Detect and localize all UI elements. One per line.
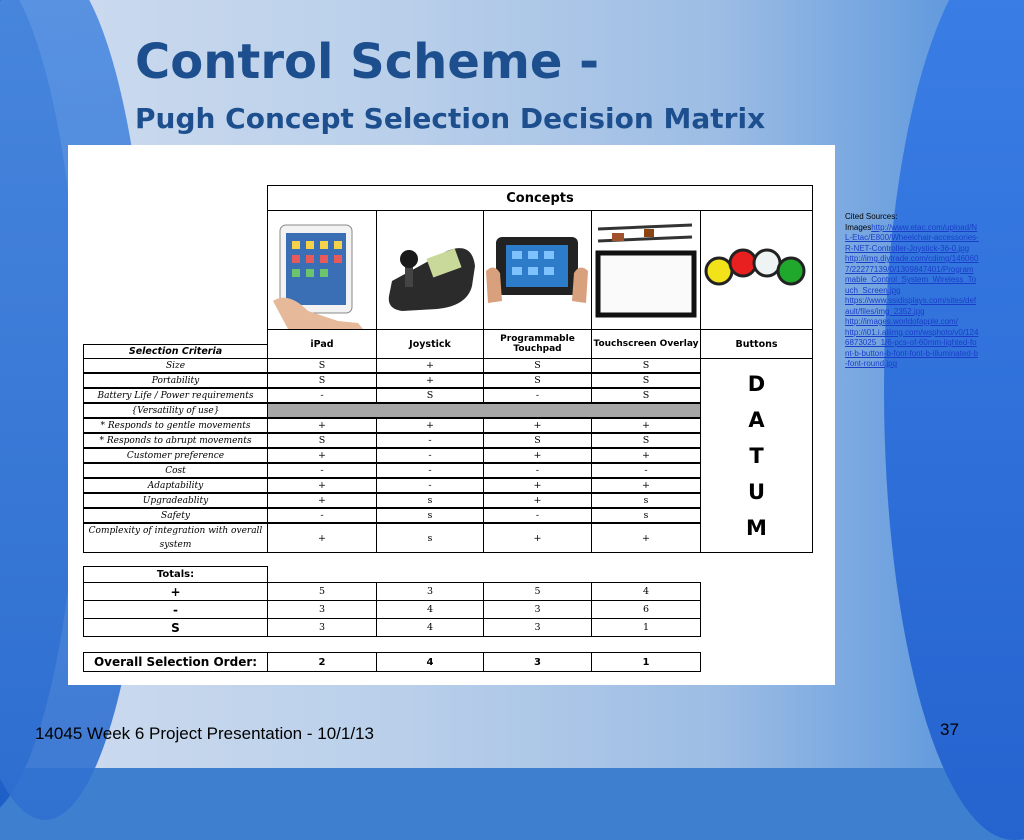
criterion-label: * Responds to abrupt movements bbox=[83, 433, 268, 448]
criterion-label: Upgradeablity bbox=[83, 493, 268, 508]
criterion-label: Adaptability bbox=[83, 478, 268, 493]
concept-header-joystick: Joystick bbox=[376, 329, 484, 359]
matrix-cell: + bbox=[483, 523, 592, 553]
matrix-cell: - bbox=[376, 478, 484, 493]
totals-cell: 4 bbox=[376, 600, 484, 619]
matrix-cell: - bbox=[376, 463, 484, 478]
totals-cell: 5 bbox=[483, 582, 592, 601]
matrix-cell: S bbox=[591, 433, 701, 448]
concept-header-touchpad: Programmable Touchpad bbox=[483, 329, 592, 359]
datum-cell bbox=[700, 358, 813, 553]
concepts-header: Concepts bbox=[267, 185, 813, 211]
matrix-cell: + bbox=[483, 478, 592, 493]
totals-label: + bbox=[83, 582, 268, 601]
matrix-cell: + bbox=[376, 418, 484, 433]
matrix-cell: + bbox=[483, 448, 592, 463]
cited-source-link[interactable]: http://i01.i.aliimg.com/wsphoto/v0/1246873025_1/6-pcs-of-60mm-lighted-font-b-button-b-font-font-b-illuminated-b-font-round.jpg bbox=[845, 327, 979, 368]
matrix-cell: S bbox=[483, 373, 592, 388]
selection-order-cell: 2 bbox=[267, 652, 377, 672]
matrix-cell: S bbox=[591, 358, 701, 373]
matrix-cell: s bbox=[591, 508, 701, 523]
matrix-cell: + bbox=[267, 478, 377, 493]
matrix-cell: + bbox=[591, 523, 701, 553]
matrix-cell: - bbox=[591, 463, 701, 478]
buttons-image-cell bbox=[700, 210, 813, 330]
images-label: Images bbox=[845, 222, 872, 232]
gray-row bbox=[267, 403, 701, 418]
slide-subtitle: Pugh Concept Selection Decision Matrix bbox=[135, 102, 766, 135]
totals-cell: 3 bbox=[267, 600, 377, 619]
totals-cell: 3 bbox=[483, 618, 592, 637]
ipad-icon bbox=[268, 211, 376, 329]
criterion-label: Cost bbox=[83, 463, 268, 478]
criterion-label: Size bbox=[83, 358, 268, 373]
datum-letter: D bbox=[747, 371, 766, 396]
matrix-cell: S bbox=[267, 358, 377, 373]
cited-source-link[interactable]: http://images.worldofapple.com/ bbox=[845, 317, 958, 326]
touchpad-image-cell bbox=[483, 210, 592, 330]
matrix-cell: + bbox=[591, 478, 701, 493]
matrix-panel bbox=[68, 145, 835, 685]
totals-label: - bbox=[83, 600, 268, 619]
buttons-icon bbox=[701, 211, 812, 329]
touchscreen-overlay-icon bbox=[592, 211, 700, 329]
matrix-cell: S bbox=[591, 373, 701, 388]
criterion-label: * Responds to gentle movements bbox=[83, 418, 268, 433]
matrix-cell: S bbox=[376, 388, 484, 403]
matrix-cell: + bbox=[376, 358, 484, 373]
matrix-cell: - bbox=[376, 448, 484, 463]
matrix-cell: + bbox=[267, 523, 377, 553]
criterion-label: Complexity of integration with overall system bbox=[83, 523, 268, 553]
matrix-cell: - bbox=[376, 433, 484, 448]
matrix-cell: - bbox=[483, 463, 592, 478]
matrix-cell: s bbox=[376, 523, 484, 553]
matrix-cell: + bbox=[267, 493, 377, 508]
cited-source-link[interactable]: http://img.diytrade.com/cdimg/1460607/22277139/0/1309847401/Programmable_Control_System_Wireless_Touch_Screen.jpg bbox=[845, 254, 979, 295]
selection-order-cell: 4 bbox=[376, 652, 484, 672]
criterion-label: Portability bbox=[83, 373, 268, 388]
slide-title: Control Scheme - bbox=[135, 34, 600, 90]
matrix-cell: + bbox=[483, 493, 592, 508]
cited-source-link[interactable]: https://www.ssidisplays.com/sites/default/files/img_2352.jpg bbox=[845, 296, 977, 316]
selection-order-cell: 1 bbox=[591, 652, 701, 672]
concept-header-overlay: Touchscreen Overlay bbox=[591, 329, 701, 359]
touchpad-icon bbox=[484, 211, 591, 329]
matrix-cell: S bbox=[483, 433, 592, 448]
criterion-label: Battery Life / Power requirements bbox=[83, 388, 268, 403]
totals-cell: 4 bbox=[591, 582, 701, 601]
criterion-label: Customer preference bbox=[83, 448, 268, 463]
totals-cell: 1 bbox=[591, 618, 701, 637]
datum-letter: U bbox=[747, 479, 766, 504]
ipad-image-cell bbox=[267, 210, 377, 330]
datum-letter: A bbox=[748, 407, 765, 432]
matrix-cell: + bbox=[267, 418, 377, 433]
matrix-cell: + bbox=[591, 448, 701, 463]
datum-letter: M bbox=[746, 515, 767, 540]
criteria-header: Selection Criteria bbox=[83, 344, 268, 359]
concept-header-ipad: iPad bbox=[267, 329, 377, 359]
cited-source-link[interactable]: http://www.etac.com/upload/NL-Etac/E800/Wheelchair-accessories-R-NET-Controller-Joystick-36-0.jpg bbox=[845, 222, 979, 253]
selection-order-cell: 3 bbox=[483, 652, 592, 672]
matrix-cell: - bbox=[267, 463, 377, 478]
matrix-cell: S bbox=[483, 358, 592, 373]
matrix-cell: S bbox=[267, 433, 377, 448]
matrix-cell: S bbox=[267, 373, 377, 388]
totals-cell: 5 bbox=[267, 582, 377, 601]
totals-label: S bbox=[83, 618, 268, 637]
totals-header: Totals: bbox=[83, 566, 268, 583]
touchscreen-overlay-image-cell bbox=[591, 210, 701, 330]
matrix-cell: - bbox=[267, 388, 377, 403]
matrix-cell: - bbox=[483, 508, 592, 523]
joystick-icon bbox=[377, 211, 483, 329]
totals-cell: 4 bbox=[376, 618, 484, 637]
matrix-cell: + bbox=[483, 418, 592, 433]
footer-text: 14045 Week 6 Project Presentation - 10/1/13 bbox=[35, 724, 374, 743]
totals-cell: 3 bbox=[376, 582, 484, 601]
matrix-cell: S bbox=[591, 388, 701, 403]
matrix-cell: + bbox=[267, 448, 377, 463]
criterion-label: Safety bbox=[83, 508, 268, 523]
totals-cell: 3 bbox=[267, 618, 377, 637]
selection-order-label: Overall Selection Order: bbox=[83, 652, 268, 672]
cited-sources bbox=[845, 212, 980, 370]
joystick-image-cell bbox=[376, 210, 484, 330]
matrix-cell: + bbox=[591, 418, 701, 433]
totals-cell: 6 bbox=[591, 600, 701, 619]
criterion-label: {Versatility of use} bbox=[83, 403, 268, 418]
totals-cell: 3 bbox=[483, 600, 592, 619]
matrix-cell: - bbox=[483, 388, 592, 403]
matrix-cell: s bbox=[376, 493, 484, 508]
matrix-cell: s bbox=[591, 493, 701, 508]
matrix-cell: - bbox=[267, 508, 377, 523]
datum-letter: T bbox=[749, 443, 764, 468]
matrix-cell: + bbox=[376, 373, 484, 388]
matrix-cell: s bbox=[376, 508, 484, 523]
page-number: 37 bbox=[940, 720, 959, 739]
concept-header-buttons: Buttons bbox=[700, 329, 813, 359]
cited-sources-label: Cited Sources: bbox=[845, 212, 898, 221]
